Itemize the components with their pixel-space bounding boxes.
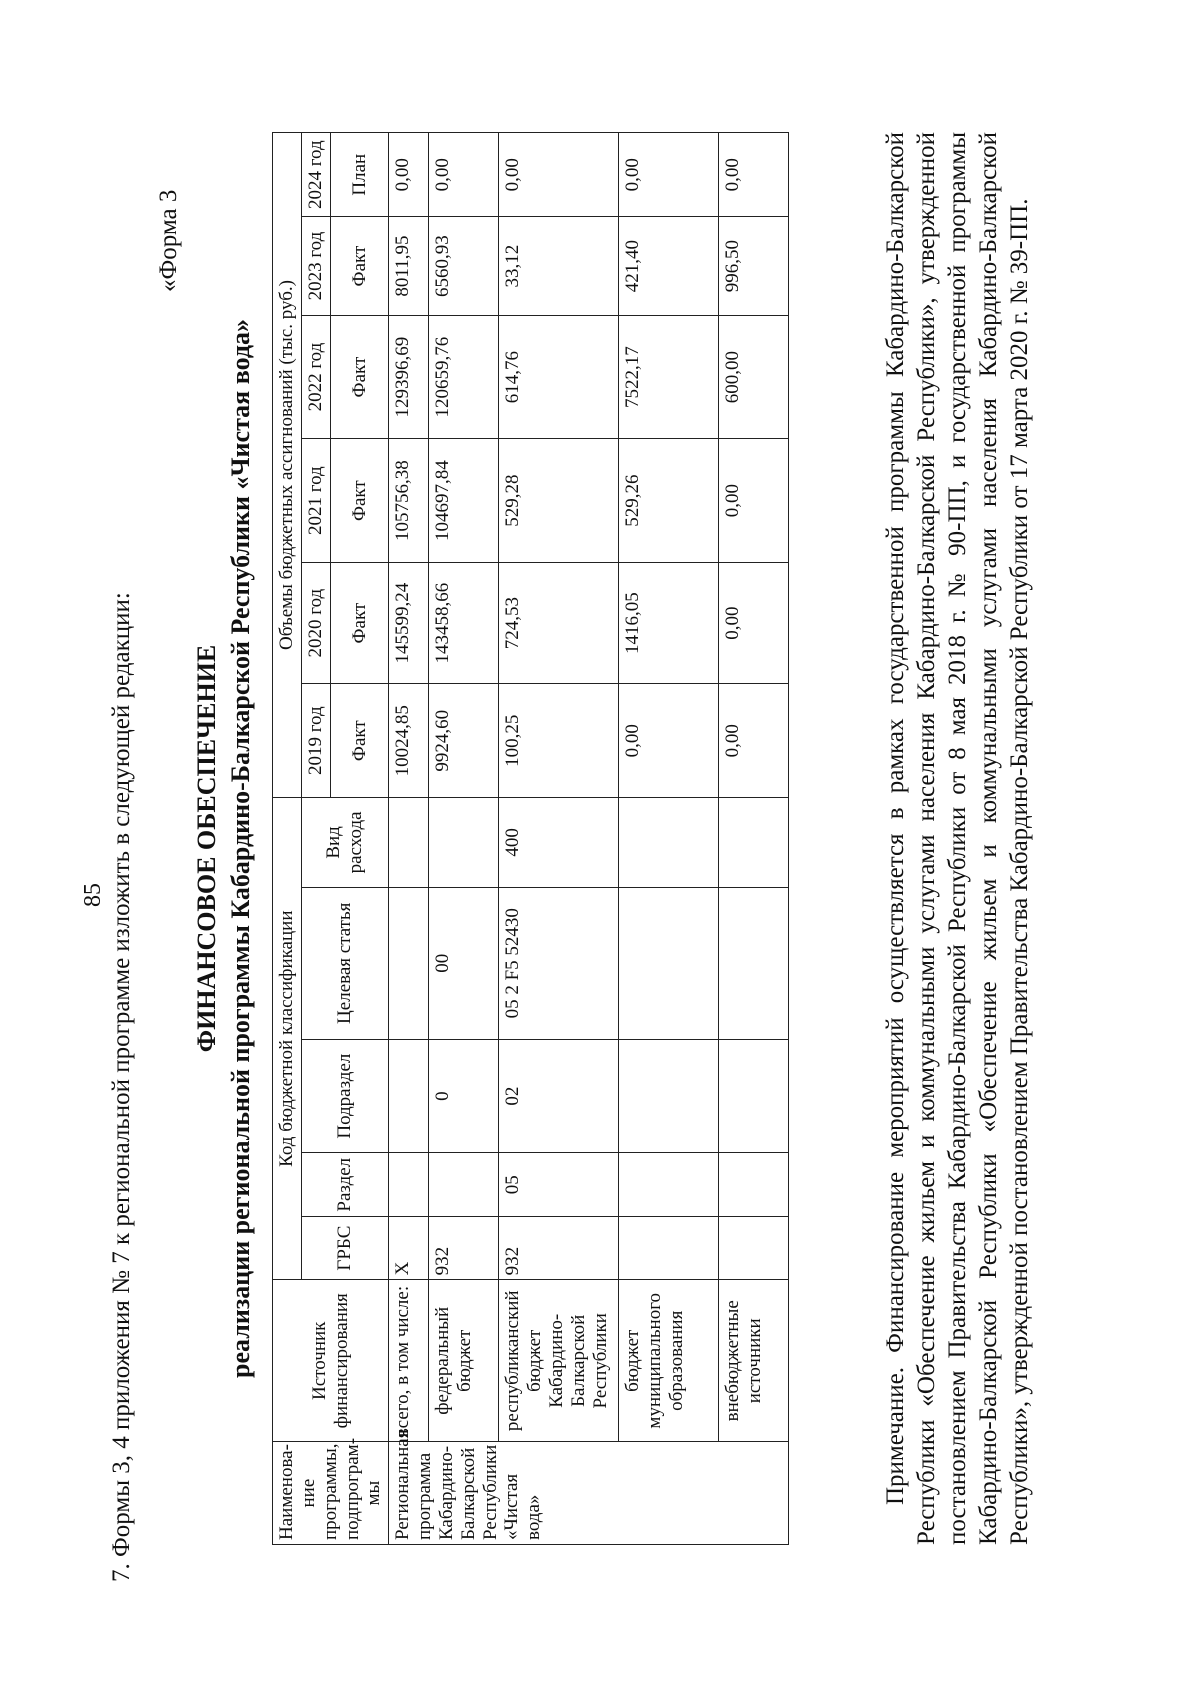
vid-cell: 400	[499, 798, 619, 888]
source-cell: федеральный бюджет	[429, 1280, 499, 1442]
header-year: 2020 год	[301, 562, 330, 683]
source-cell: бюджет муниципального образования	[619, 1280, 719, 1442]
value-cell: 0,00	[719, 439, 789, 563]
podrazdel-cell	[619, 1039, 719, 1153]
header-year: 2021 год	[301, 439, 330, 563]
table-row	[619, 133, 719, 1545]
celevaya-cell	[389, 887, 429, 1039]
grbs-cell	[619, 1216, 719, 1279]
value-cell: 996,50	[719, 217, 789, 315]
financing-table	[272, 132, 789, 1545]
program-name-cell: Региональная программа Кабардино-Балкарской Республики «Чистая вода»	[389, 1442, 789, 1545]
intro-text: 7. Формы 3, 4 приложения № 7 к региональной программе изложить в следующей редакции:	[108, 592, 135, 1582]
header-code-group: Код бюджетной классификации	[273, 798, 302, 1280]
header-year-type: План	[331, 133, 389, 217]
value-cell: 7522,17	[619, 315, 719, 439]
header-year: 2022 год	[301, 315, 330, 439]
value-cell: 6560,93	[429, 217, 499, 315]
razdel-cell	[429, 1153, 499, 1216]
table-row	[389, 133, 429, 1545]
razdel-cell: 05	[499, 1153, 619, 1216]
vid-cell	[619, 798, 719, 888]
table-row	[429, 133, 499, 1545]
header-year-type: Факт	[331, 684, 389, 798]
grbs-cell: Х	[389, 1216, 429, 1279]
header-name: Наименова-ние программы, подпрограм-мы	[273, 1442, 389, 1545]
value-cell: 0,00	[429, 133, 499, 217]
header-vid: Вид расхода	[301, 798, 388, 888]
table-row	[499, 133, 619, 1545]
value-cell: 600,00	[719, 315, 789, 439]
value-cell: 120659,76	[429, 315, 499, 439]
source-cell: всего, в том числе:	[389, 1280, 429, 1442]
header-year-type: Факт	[331, 315, 389, 439]
podrazdel-cell	[719, 1039, 789, 1153]
grbs-cell: 932	[429, 1216, 499, 1279]
header-source: Источник финансирования	[273, 1280, 389, 1442]
value-cell: 0,00	[499, 133, 619, 217]
celevaya-cell	[719, 887, 789, 1039]
celevaya-cell: 05 2 F5 52430	[499, 887, 619, 1039]
value-cell: 614,76	[499, 315, 619, 439]
header-celevaya: Целевая статья	[301, 887, 388, 1039]
value-cell: 0,00	[619, 684, 719, 798]
table-row	[719, 133, 789, 1545]
value-cell: 529,26	[619, 439, 719, 563]
vid-cell	[719, 798, 789, 888]
header-year-type: Факт	[331, 562, 389, 683]
razdel-cell	[719, 1153, 789, 1216]
value-cell: 0,00	[389, 133, 429, 217]
vid-cell	[389, 798, 429, 888]
header-year-type: Факт	[331, 439, 389, 563]
value-cell: 145599,24	[389, 562, 429, 683]
page-number: 85	[80, 883, 106, 907]
source-cell: внебюджетные источники	[719, 1280, 789, 1442]
value-cell: 129396,69	[389, 315, 429, 439]
grbs-cell: 932	[499, 1216, 619, 1279]
value-cell: 0,00	[719, 684, 789, 798]
value-cell: 10024,85	[389, 684, 429, 798]
header-year: 2019 год	[301, 684, 330, 798]
podrazdel-cell: 02	[499, 1039, 619, 1153]
header-grbs: ГРБС	[301, 1216, 388, 1279]
value-cell: 0,00	[619, 133, 719, 217]
form-label: «Форма 3	[155, 189, 182, 292]
header-year: 2023 год	[301, 217, 330, 315]
value-cell: 1416,05	[619, 562, 719, 683]
header-year-type: Факт	[331, 217, 389, 315]
header-podrazdel: Подраздел	[301, 1039, 388, 1153]
value-cell: 421,40	[619, 217, 719, 315]
value-cell: 33,12	[499, 217, 619, 315]
value-cell: 9924,60	[429, 684, 499, 798]
source-cell: республиканский бюджет Кабардино-Балкарской Республики	[499, 1280, 619, 1442]
title-subheading: реализации региональной программы Кабардино-Балкарской Республики «Чистая вода»	[226, 319, 255, 1378]
value-cell: 100,25	[499, 684, 619, 798]
value-cell: 104697,84	[429, 439, 499, 563]
header-volumes-group: Объемы бюджетных ассигнований (тыс. руб.)	[273, 133, 302, 798]
value-cell: 0,00	[719, 562, 789, 683]
value-cell: 143458,66	[429, 562, 499, 683]
title-heading: ФИНАНСОВОЕ ОБЕСПЕЧЕНИЕ	[192, 644, 221, 1053]
value-cell: 724,53	[499, 562, 619, 683]
podrazdel-cell	[389, 1039, 429, 1153]
razdel-cell	[389, 1153, 429, 1216]
header-year: 2024 год	[301, 133, 330, 217]
celevaya-cell	[619, 887, 719, 1039]
vid-cell	[429, 798, 499, 888]
podrazdel-cell: 0	[429, 1039, 499, 1153]
note-paragraph: Примечание. Финансирование мероприятий осуществляется в рамках государственной программы Кабардино-Балкарской Республики «Обеспечение жильем и коммунальными услугами населения Кабардино-Балкарской Республики», утвержденной постановлением Правительства Кабардино-Балкарской Республики от 8 мая 2018 г. № 90-ПП, и государственной программы Кабардино-Балкарской Республики «Обеспечение жильем и коммунальными услугами населения Кабардино-Балкарской Республики», утвержденной постановлением Правительства Кабардино-Балкарской Республики от 17 марта 2020 г. № 39-ПП.	[882, 132, 1033, 1545]
razdel-cell	[619, 1153, 719, 1216]
grbs-cell	[719, 1216, 789, 1279]
value-cell: 529,28	[499, 439, 619, 563]
value-cell: 8011,95	[389, 217, 429, 315]
header-razdel: Раздел	[301, 1153, 388, 1216]
value-cell: 105756,38	[389, 439, 429, 563]
celevaya-cell: 00	[429, 887, 499, 1039]
value-cell: 0,00	[719, 133, 789, 217]
